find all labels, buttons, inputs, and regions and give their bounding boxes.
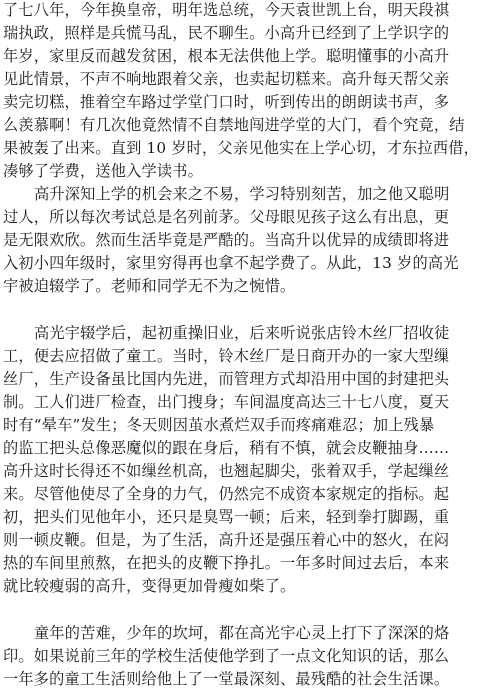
text-line: 就比较瘦弱的高升，变得更加骨瘦如柴了。 <box>3 577 296 595</box>
text-line: 是无限欢欣。然而生活毕竟是严酷的。当高升以优异的成绩即将进 <box>3 231 450 249</box>
text-line: 丝厂，生产设备虽比国内先进，而管理方式却沿用中国的封建把头 <box>3 370 450 388</box>
text-line: 一年多的童工生活则给他上了一堂最深刻、最残酷的社会生活课。 <box>3 670 450 688</box>
text-line: 工，便去应招做了童工。当时，铃木丝厂是日商开办的一家大型缫 <box>3 347 450 365</box>
text-line: 宇被迫辍学了。老师和同学无不为之惋惜。 <box>3 277 296 295</box>
paragraph-start-line: 童年的苦难，少年的坎坷，都在高光宇心灵上打下了深深的烙 <box>34 624 450 642</box>
text-line: 高升这时长得还不如缫丝机高，也翘起脚尖，张着双手，学起缫丝 <box>3 462 450 480</box>
text-line: 则一顿皮鞭。但是，为了生活，高升还是强压着心中的怒火，在闷 <box>3 531 450 549</box>
paragraph-start-line: 高升深知上学的机会来之不易，学习特别刻苦，加之他又聪明 <box>34 185 450 203</box>
text-line: 印。如果说前三年的学校生活使他学到了一点文化知识的话，那么 <box>3 647 450 665</box>
text-line: 卖完切糕，推着空车路过学堂门口时，听到传出的朗朗读书声，多 <box>3 93 450 111</box>
text-line: 凑够了学费，送他入学读书。 <box>3 162 204 180</box>
text-line: 热的车间里煎熬，在把头的皮鞭下挣扎。一年多时间过去后，本来 <box>3 554 450 572</box>
text-line: 初，把头们见他年小，还只是臭骂一顿；后来，轻到拳打脚踢，重 <box>3 508 450 526</box>
text-line: 制。工人们进厂检查，出门搜身；车间温度高达三十七八度，夏天 <box>3 393 450 411</box>
paragraph-start-line: 高光宇辍学后，起初重操旧业，后来听说张店铃木丝厂招收徒 <box>34 324 450 342</box>
text-line: 年岁，家里反而越发贫困，根本无法供他上学。聪明懂事的小高升 <box>3 47 450 65</box>
text-line: 了七八年，今年换皇帝，明年选总统，今天袁世凯上台，明天段祺 <box>3 1 450 19</box>
text-line: 过人，所以每次考试总是名列前茅。父母眼见孩子这么有出息，更 <box>3 208 450 226</box>
text-line: 么羡慕啊！有几次他竟然情不自禁地闯进学堂的大门，看个究竟，结 <box>3 116 465 134</box>
text-line: 的监工把头总像恶魔似的跟在身后，稍有不慎，就会皮鞭抽身…… <box>3 439 450 457</box>
text-line: 瑞执政，照样是兵慌马乱，民不聊生。小高升已经到了上学识字的 <box>3 24 450 42</box>
text-line: 来。尽管他使尽了全身的力气，仍然完不成资本家规定的指标。起 <box>3 485 450 503</box>
text-line: 时有“晕车”发生；冬天则因茧水煮烂双手而疼痛难忍；加上残暴 <box>3 416 435 434</box>
text-line: 入初小四年级时，家里穷得再也拿不起学费了。从此，13 岁的高光 <box>3 254 459 272</box>
text-line: 果被轰了出来。直到 10 岁时，父亲见他实在上学心切，才东拉西借， <box>3 139 480 157</box>
text-line: 见此情景，不声不响地跟着父亲，也卖起切糕来。高升每天帮父亲 <box>3 70 450 88</box>
